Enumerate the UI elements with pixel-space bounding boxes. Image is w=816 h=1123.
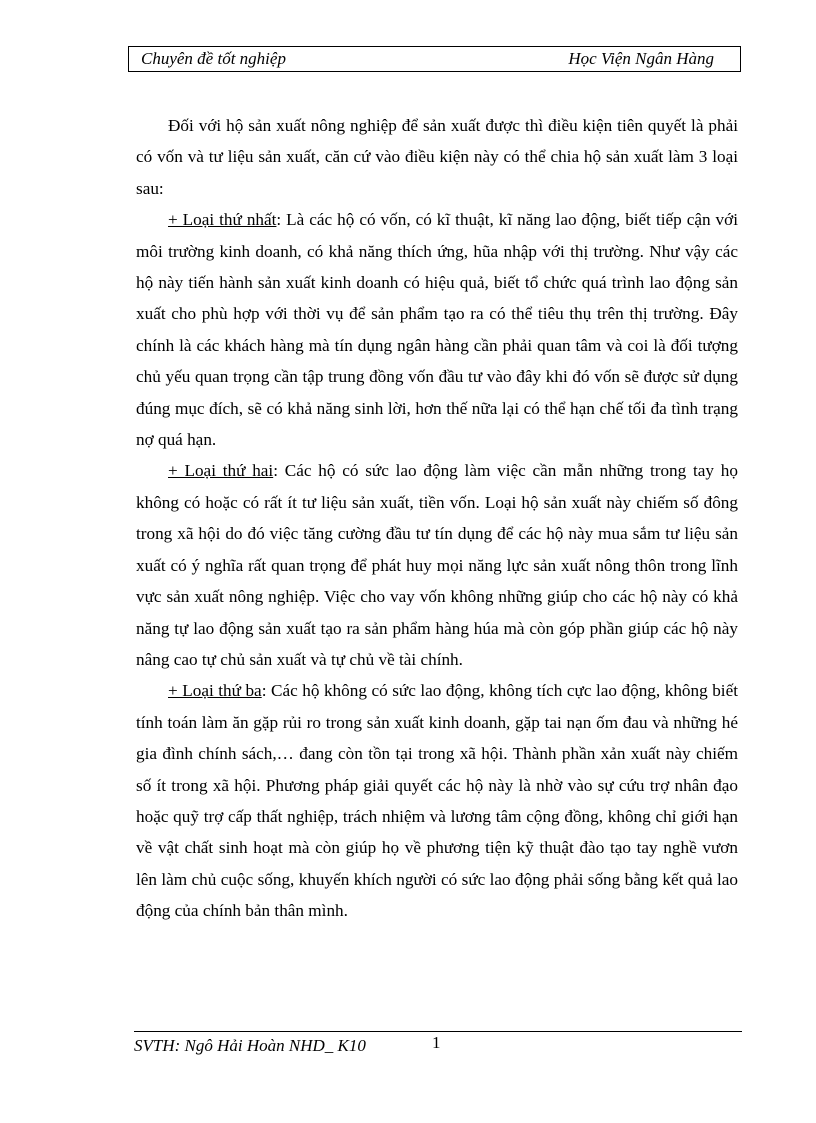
- type1-paragraph: [136, 204, 738, 455]
- intro-paragraph: Đối với hộ sản xuất nông nghiệp để sản xuất được thì điều kiện tiên quyết là phải có vốn và tư liệu sản xuất, căn cứ vào điều kiện này có thể chia hộ sản xuất làm 3 loại sau:: [136, 116, 738, 198]
- document-body: [136, 110, 738, 927]
- type3-paragraph: [136, 675, 738, 926]
- type3-text: : Các hộ không có sức lao động, không tích cực lao động, không biết tính toán làm ăn gặp rủi ro trong sản xuất kinh doanh, gặp tai nạn ốm đau và những hé gia đình chính sách,… đang còn tồn tại trong xã hội. Thành phần xản xuất này chiếm số ít trong xã hội. Phương pháp giải quyết các hộ này là nhờ vào sự cứu trợ nhân đạo hoặc quỹ trợ cấp thất nghiệp, trách nhiệm và lương tâm cộng đồng, không chỉ giới hạn về vật chất sinh hoạt mà còn giúp họ về phương tiện kỹ thuật đào tạo tay nghề vươn lên làm chủ cuộc sống, khuyến khích người có sức lao động phải sống bằng kết quả lao động của chính bản thân mình.: [136, 681, 738, 921]
- page-number: 1: [432, 1033, 441, 1052]
- type2-paragraph: [136, 455, 738, 675]
- footer-author: SVTH: Ngô Hải Hoàn NHD_ K10: [134, 1036, 366, 1055]
- type1-label: + Loại thứ nhất: [168, 210, 277, 230]
- page-header: [128, 46, 741, 72]
- type2-label: + Loại thứ hai: [168, 461, 274, 481]
- footer-divider: [134, 1031, 742, 1032]
- header-right-title: Học Viện Ngân Hàng: [568, 49, 714, 68]
- header-left-title: Chuyên đề tốt nghiệp: [141, 49, 286, 68]
- type2-text: : Các hộ có sức lao động làm việc cần mẫn những trong tay họ không có hoặc có rất ít tư liệu sản xuất, tiền vốn. Loại hộ sản xuất này chiếm số đông trong xã hội do đó việc tăng cường đầu tư tín dụng để các hộ này mua sắm tư liệu sản xuất có ý nghĩa rất quan trọng để phát huy mọi năng lực sản xuất nông thôn trong lĩnh vực sản xuất nông nghiệp. Việc cho vay vốn không những giúp cho các hộ này có khả năng tự lao động sản xuất tạo ra sản phẩm hàng húa mà còn góp phần giúp các hộ này nâng cao tự chủ sản xuất và tự chủ về tài chính.: [136, 461, 738, 669]
- type3-label: + Loại thứ ba: [168, 681, 262, 701]
- type1-text: : Là các hộ có vốn, có kĩ thuật, kĩ năng lao động, biết tiếp cận với môi trường kinh doanh, có khả năng thích ứng, hũa nhập với thị trường. Như vậy các hộ này tiến hành sản xuất kinh doanh có hiệu quả, biết tổ chức quá trình lao động sản xuất cho phù hợp với thời vụ để sản phẩm tạo ra có thể tiêu thụ trên thị trường. Đây chính là các khách hàng mà tín dụng ngân hàng cần phải quan tâm và coi là đối tượng chủ yếu quan trọng cần tập trung đồng vốn đầu tư vào đây khi đó vốn sẽ được sử dụng đúng mục đích, sẽ có khả năng sinh lời, hơn thế nữa lại có thể hạn chế tối đa tình trạng nợ quá hạn.: [136, 210, 738, 450]
